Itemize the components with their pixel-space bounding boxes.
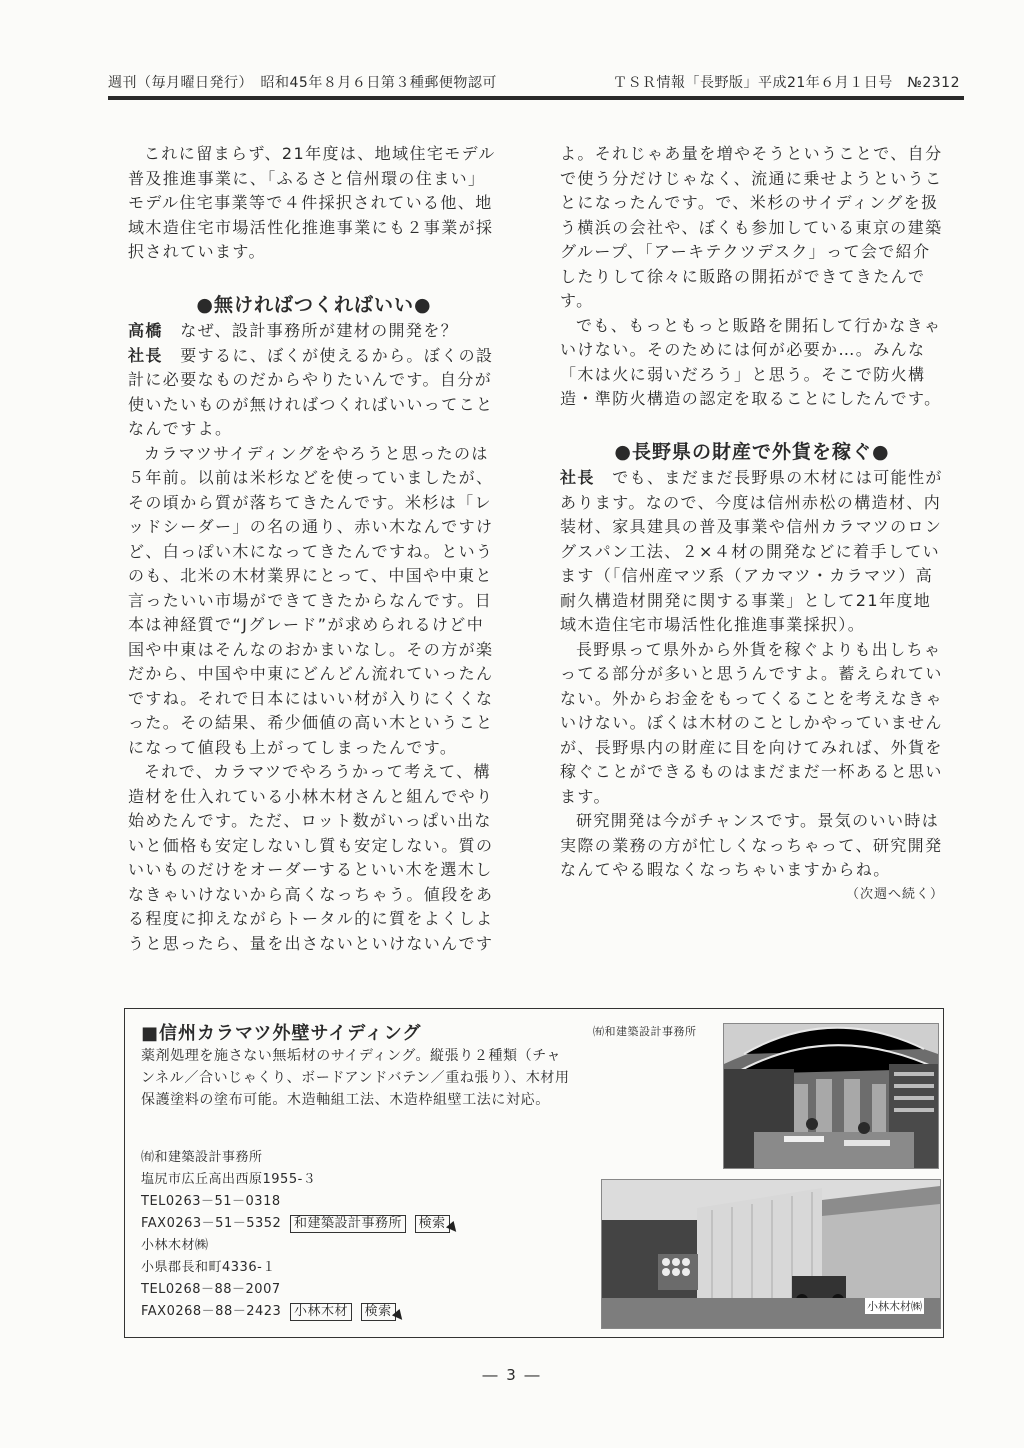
speaker: 社長 [560,468,595,487]
photo-caption: 小林木材㈱ [867,1300,922,1313]
contact-list [141,1147,581,1323]
section-heading: ●無ければつくればいい● [196,293,432,316]
company-address: 塩尻市広丘高出西原1955‐３ [141,1172,317,1187]
page-number: ― 3 ― [482,1366,542,1384]
continued-note: （次週へ続く） [845,886,944,902]
company-fax-row [141,1213,581,1235]
company-address: 小県郡長和町4336‐１ [141,1260,276,1275]
bullet-icon: ● [614,440,632,463]
page-header [108,72,960,94]
dialogue-line: 社長 要するに、ぼくが使えるから。ぼくの設計に必要なものだからやりたいんです。自分が使いたいものが無ければつくればいいってことなんですよ。 [128,345,494,438]
speaker: 社長 [128,345,163,365]
speaker: 高橋 [128,321,163,340]
box-description: 薬剤処理を施さない無垢材のサイディング。縦張り２種類（チャンネル／合いじゃくり、ボードアンドバテン／重ね張り）、木材用保護塗料の塗布可能。木造軸組工法、木造枠組壁工法に対応。 [141,1048,570,1108]
header-left: 週刊（毎月曜日発行） 昭和45年８月６日第３種郵便物認可 [108,75,497,91]
paragraph: これに留まらず、21年度は、地域住宅モデル普及推進事業に、「ふるさと信州環の住まい」モデル住宅事業等で４件採択されている他、地域木造住宅市場活性化推進事業にも２事業が採択されています。 [128,144,496,261]
company-fax: FAX0268－88－2423 [141,1304,282,1319]
search-keyword-box: 小林木材 [290,1303,352,1321]
paragraph: でも、もっともっと販路を開拓して行かなきゃいけない。そのためには何が必要か…。みんな「木は火に弱いだろう」と思う。そこで防火構造・準防火構造の認定を取ることにしたんです。 [560,315,942,408]
bullet-icon: ● [414,293,432,316]
paragraph: カラマツサイディングをやろうと思ったのは５年前。以前は米杉などを使っていましたが、その頃から質が落ちてきたんです。米杉は「レッドシーダー」の名の通り、赤い木なんですけど、白っぽい木になってきたんですね。というのも、北米の木材業界にとって、中国や中東と言ったいい市場ができてきたからなんです。日本は神経質で“Jグレード”が求められるけど中国や中東はそんなのおかまいなし。その方が楽だから、中国や中東にどんどん流れていったんですね。それで日本にはいい材が入りにくくなった。その結果、希少価値の高い木ということになって値段も上がってしまったんです。 [128,443,494,757]
right-column [560,142,944,907]
bullet-icon: ● [872,440,890,463]
lumberyard-photo [601,1179,941,1329]
dialogue-line: 社長 でも、まだまだ長野県の木材には可能性があります。なので、今度は信州赤松の構造材、内装材、家具建具の普及事業や信州カラマツのロングスパン工法、２×４材の開発などに着手しています（「信州産マツ系（アカマツ・カラマツ）高耐久構造材開発に関する事業」として21年度地域木造住宅市場活性化推進事業採択）。 [560,468,943,634]
paragraph: それで、カラマツでやろうかって考えて、構造材を仕入れている小林木材さんと組んでやり始めたんです。ただ、ロット数がいっぱい出ないと価格も安定しないし質も安定しない。質のいいものだけをオーダーするといい木を選木しなきゃいけないから高くなっちゃう。値段をある程度に抑えながらトータル的に質をよくしようと思ったら、量を出さないといけないんです [128,762,494,953]
company-fax-row [141,1301,581,1323]
section-heading: ●長野県の財産で外貨を稼ぐ● [614,440,890,463]
box-title: ■信州カラマツ外壁サイディング [141,1023,422,1044]
paragraph: 研究開発は今がチャンスです。景気のいい時は実際の業務の方が忙しくなっちゃって、研究開発なんてやる暇なくなっちゃいますからね。 [560,811,943,879]
search-button[interactable]: 検索 [415,1215,450,1233]
company-name: ㈲和建築設計事務所 [141,1150,263,1165]
header-rule [108,96,964,100]
office-interior-photo [723,1023,939,1169]
office-interior-image [724,1024,938,1168]
company-tel: TEL0263－51－0318 [141,1194,281,1209]
bullet-icon: ● [196,293,214,316]
search-keyword-box: 和建築設計事務所 [290,1215,406,1233]
left-column [128,142,500,956]
header-right: ＴＳＲ情報「長野版」平成21年６月１日号 №2312 [612,75,960,91]
company-tel: TEL0268－88－2007 [141,1282,281,1297]
company-name: 小林木材㈱ [141,1238,209,1253]
company-fax: FAX0263－51－5352 [141,1216,282,1231]
photo-caption: ㈲和建築設計事務所 [593,1025,697,1038]
search-button[interactable]: 検索 [361,1303,396,1321]
dialogue-line: 高橋 なぜ、設計事務所が建材の開発を？ [128,321,459,340]
paragraph: 長野県って県外から外貨を稼ぐよりも出しちゃってる部分が多いと思うんですよ。蓄えられていない。外からお金をもってくることを考えなきゃいけない。ぼくは木材のことしかやっていませんが、長野県内の財産に目を向けてみれば、外貨を稼ぐことができるものはまだまだ一杯あると思います。 [560,639,943,806]
product-info-box [124,1008,944,1338]
paragraph: よ。それじゃあ量を増やそうということで、自分で使う分だけじゃなく、流通に乗せようということになったんです。で、米杉のサイディングを扱う横浜の会社や、ぼくも参加している東京の建築グループ、「アーキテクツデスク」って会で紹介したりして徐々に販路の開拓ができてきたんです。 [560,144,943,310]
